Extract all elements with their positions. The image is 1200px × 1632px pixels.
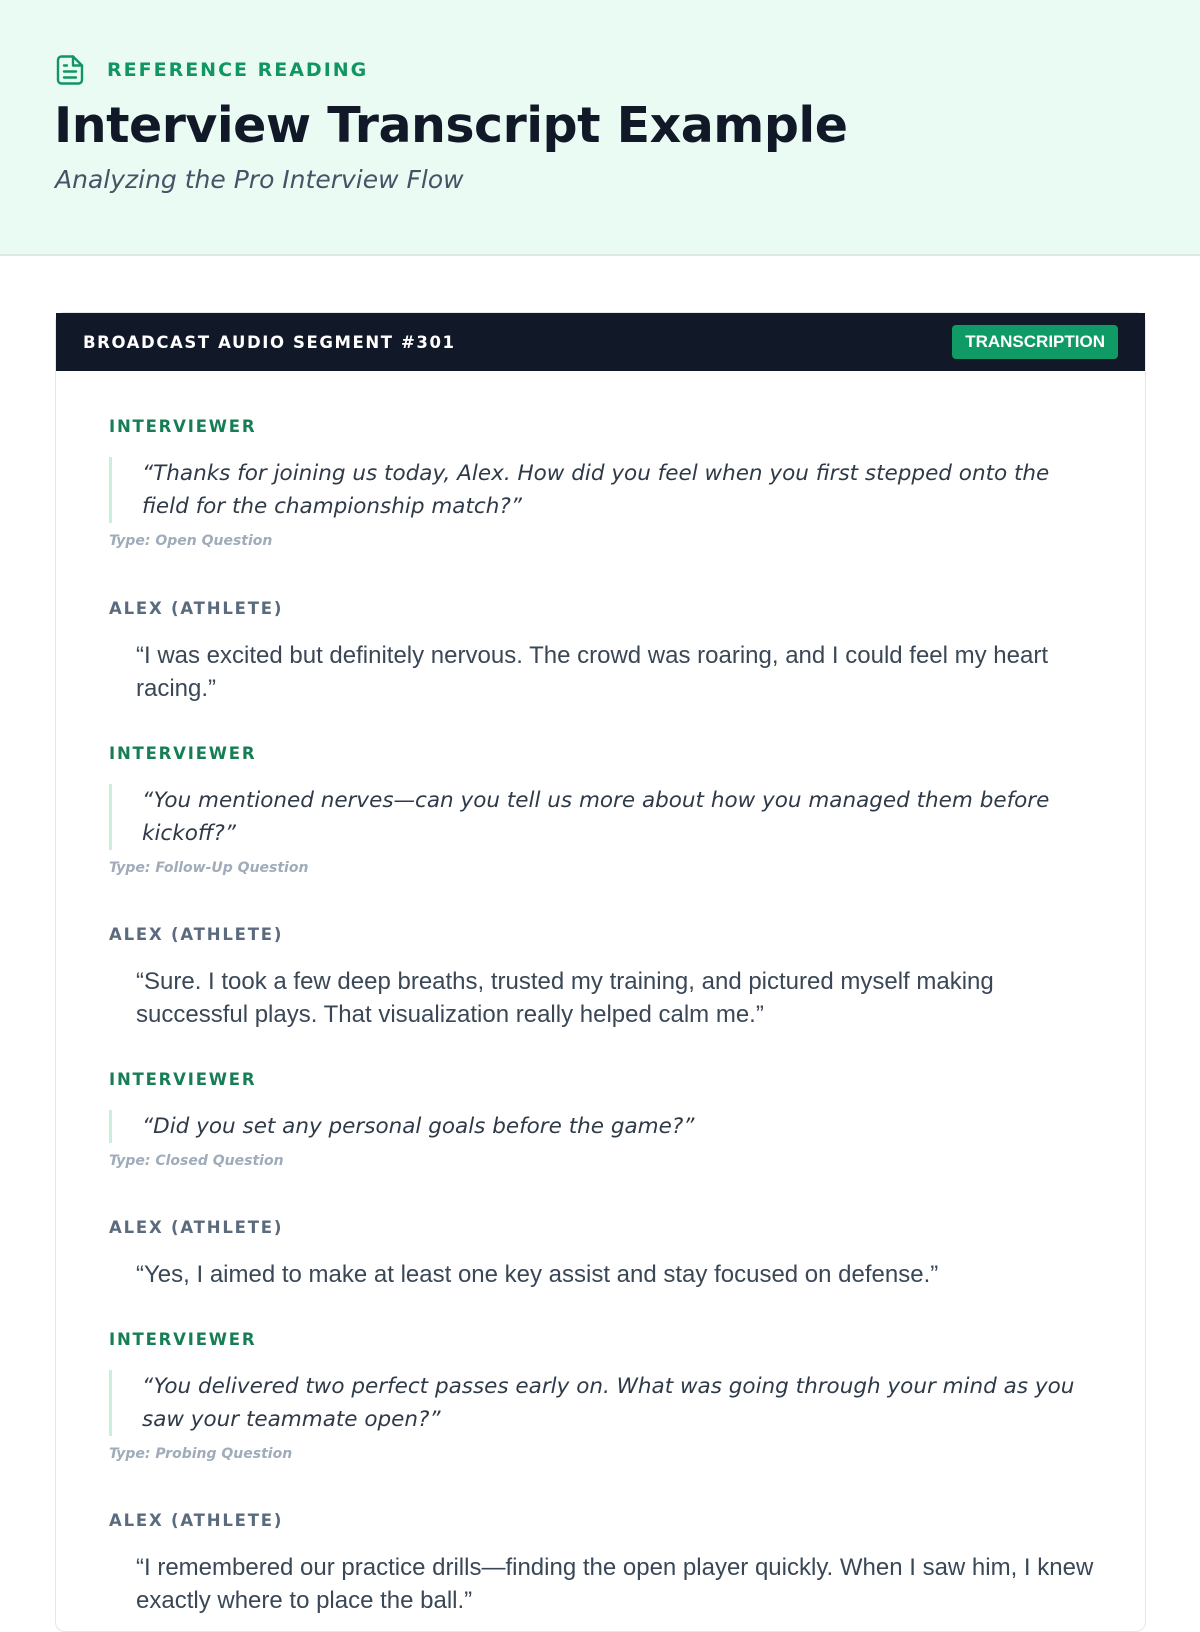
page-title: Interview Transcript Example: [54, 97, 848, 154]
interviewer-turn: [109, 1068, 1095, 1169]
answer-text: “I remembered our practice drills—finding the open player quickly. When I saw him, I knew exactly where to place the ball.”: [136, 1554, 1094, 1614]
transcription-badge: TRANSCRIPTION: [952, 325, 1118, 359]
transcript-card: [55, 312, 1146, 1632]
athlete-turn: [109, 1509, 1095, 1617]
speaker-label: ALEX (ATHLETE): [109, 1218, 284, 1237]
speaker-label: INTERVIEWER: [109, 744, 257, 763]
question-text: “Did you set any personal goals before the game?”: [109, 1110, 1095, 1143]
page-header: [0, 0, 1200, 256]
question-text: “Thanks for joining us today, Alex. How did you feel when you first stepped onto the field for the championship match?”: [109, 457, 1095, 523]
speaker-label: ALEX (ATHLETE): [109, 925, 284, 944]
question-type: Type: Open Question: [109, 533, 273, 549]
question-text: “You mentioned nerves—can you tell us more about how you managed them before kickoff?”: [109, 784, 1095, 850]
interviewer-turn: [109, 415, 1095, 549]
segment-label: BROADCAST AUDIO SEGMENT #301: [83, 332, 456, 352]
athlete-turn: [109, 1216, 1095, 1291]
question-type: Type: Probing Question: [109, 1446, 293, 1462]
page-subtitle: Analyzing the Pro Interview Flow: [55, 165, 464, 194]
card-header: [56, 313, 1145, 371]
question-text: “You delivered two perfect passes early on. What was going through your mind as you saw your teammate open?”: [109, 1370, 1095, 1436]
answer-text: “Yes, I aimed to make at least one key assist and stay focused on defense.”: [136, 1261, 939, 1288]
interviewer-turn: [109, 742, 1095, 876]
document-icon: [55, 54, 85, 86]
question-type: Type: Follow-Up Question: [109, 860, 309, 876]
speaker-label: INTERVIEWER: [109, 417, 257, 436]
athlete-turn: [109, 597, 1095, 705]
interviewer-turn: [109, 1328, 1095, 1462]
speaker-label: INTERVIEWER: [109, 1070, 257, 1089]
eyebrow-label: REFERENCE READING: [107, 59, 369, 81]
answer-text: “Sure. I took a few deep breaths, trusted my training, and pictured myself making successful plays. That visualization really helped calm me.”: [136, 968, 994, 1028]
speaker-label: INTERVIEWER: [109, 1330, 257, 1349]
eyebrow: [55, 54, 368, 86]
athlete-turn: [109, 923, 1095, 1031]
speaker-label: ALEX (ATHLETE): [109, 1511, 284, 1530]
answer-text: “I was excited but definitely nervous. The crowd was roaring, and I could feel my heart racing.”: [136, 642, 1049, 702]
speaker-label: ALEX (ATHLETE): [109, 599, 284, 618]
question-type: Type: Closed Question: [109, 1153, 284, 1169]
